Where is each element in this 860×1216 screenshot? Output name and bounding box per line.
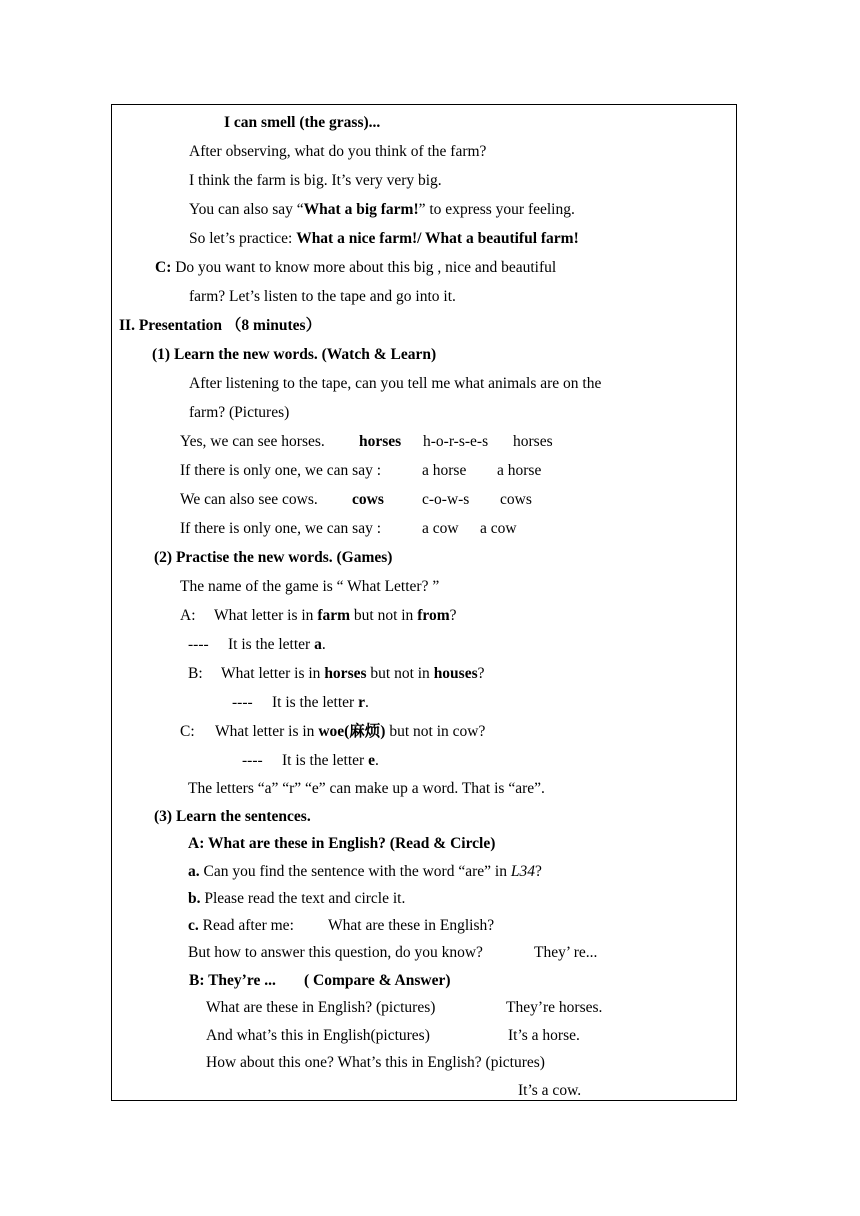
subheading-what-are-these: A: What are these in English? (Read & Circle) xyxy=(188,835,496,852)
line-farm-is-big: I think the farm is big. It’s very very big. xyxy=(189,172,442,189)
line-game-name: The name of the game is “ What Letter? ” xyxy=(180,578,440,595)
phrase-a-cow: a cow xyxy=(422,520,459,537)
repeat-cows: cows xyxy=(500,491,532,508)
repeat-a-horse: a horse xyxy=(497,462,542,479)
line-listen-tape: farm? Let’s listen to the tape and go into it. xyxy=(189,288,456,305)
label-c: C: xyxy=(180,723,195,740)
line-theyre-hint: They’ re... xyxy=(534,944,598,961)
dash-c: ---- xyxy=(242,752,263,769)
line-only-one-horse: If there is only one, we can say : xyxy=(180,462,382,479)
label-a: A: xyxy=(180,607,196,624)
repeat-a-cow: a cow xyxy=(480,520,517,537)
step-c-sentence: What are these in English? xyxy=(328,917,495,934)
line-how-about-this: How about this one? What’s this in English? (pictures) xyxy=(206,1054,545,1071)
line-only-one-cow: If there is only one, we can say : xyxy=(180,520,382,537)
answer-a: It is the letter a. xyxy=(228,636,326,653)
subheading-compare-answer: ( Compare & Answer) xyxy=(304,972,451,989)
line-smell-grass: I can smell (the grass)... xyxy=(224,114,381,131)
line-also-say: You can also say “What a big farm!” to express your feeling. xyxy=(189,201,575,218)
answer-b: It is the letter r. xyxy=(272,694,369,711)
line-whats-this-pictures: And what’s this in English(pictures) xyxy=(206,1027,430,1044)
question-a: What letter is in farm but not in from? xyxy=(214,607,457,624)
subheading-practise-words: (2) Practise the new words. (Games) xyxy=(154,549,393,566)
answer-theyre-horses: They’re horses. xyxy=(506,999,603,1016)
step-b: b. Please read the text and circle it. xyxy=(188,890,406,907)
repeat-horses: horses xyxy=(513,433,553,450)
line-c-question: C: Do you want to know more about this big , nice and beautiful xyxy=(155,259,557,276)
line-after-observing: After observing, what do you think of the farm? xyxy=(189,143,487,160)
line-what-are-these-pictures: What are these in English? (pictures) xyxy=(206,999,436,1016)
answer-c: It is the letter e. xyxy=(282,752,379,769)
answer-its-a-horse: It’s a horse. xyxy=(508,1027,580,1044)
subheading-theyre: B: They’re ... xyxy=(189,972,276,989)
section-heading-presentation: II. Presentation （8 minutes） xyxy=(119,317,322,334)
line-see-cows: We can also see cows. xyxy=(180,491,318,508)
line-see-horses: Yes, we can see horses. xyxy=(180,433,325,450)
step-a: a. Can you find the sentence with the word “are” in L34? xyxy=(188,863,542,880)
phrase-a-horse: a horse xyxy=(422,462,467,479)
dash-b: ---- xyxy=(232,694,253,711)
line-after-listening: After listening to the tape, can you tell me what animals are on the xyxy=(189,375,602,392)
subheading-learn-new-words: (1) Learn the new words. (Watch & Learn) xyxy=(152,346,437,363)
spelling-horses: h-o-r-s-e-s xyxy=(423,433,489,450)
dash-a: ---- xyxy=(188,636,209,653)
line-lets-practice: So let’s practice: What a nice farm!/ What a beautiful farm! xyxy=(189,230,579,247)
spelling-cows: c-o-w-s xyxy=(422,491,470,508)
question-b: What letter is in horses but not in houses? xyxy=(221,665,485,682)
answer-its-a-cow: It’s a cow. xyxy=(518,1082,582,1099)
line-letters-make-are: The letters “a” “r” “e” can make up a word. That is “are”. xyxy=(188,780,545,797)
step-c: c. Read after me: xyxy=(188,917,294,934)
line-farm-pictures: farm? (Pictures) xyxy=(189,404,290,421)
question-c: What letter is in woe(麻烦) but not in cow? xyxy=(215,723,486,740)
line-how-to-answer: But how to answer this question, do you know? xyxy=(188,944,483,961)
subheading-learn-sentences: (3) Learn the sentences. xyxy=(154,808,311,825)
label-b: B: xyxy=(188,665,203,682)
word-cows: cows xyxy=(352,491,384,508)
word-horses: horses xyxy=(359,433,402,450)
